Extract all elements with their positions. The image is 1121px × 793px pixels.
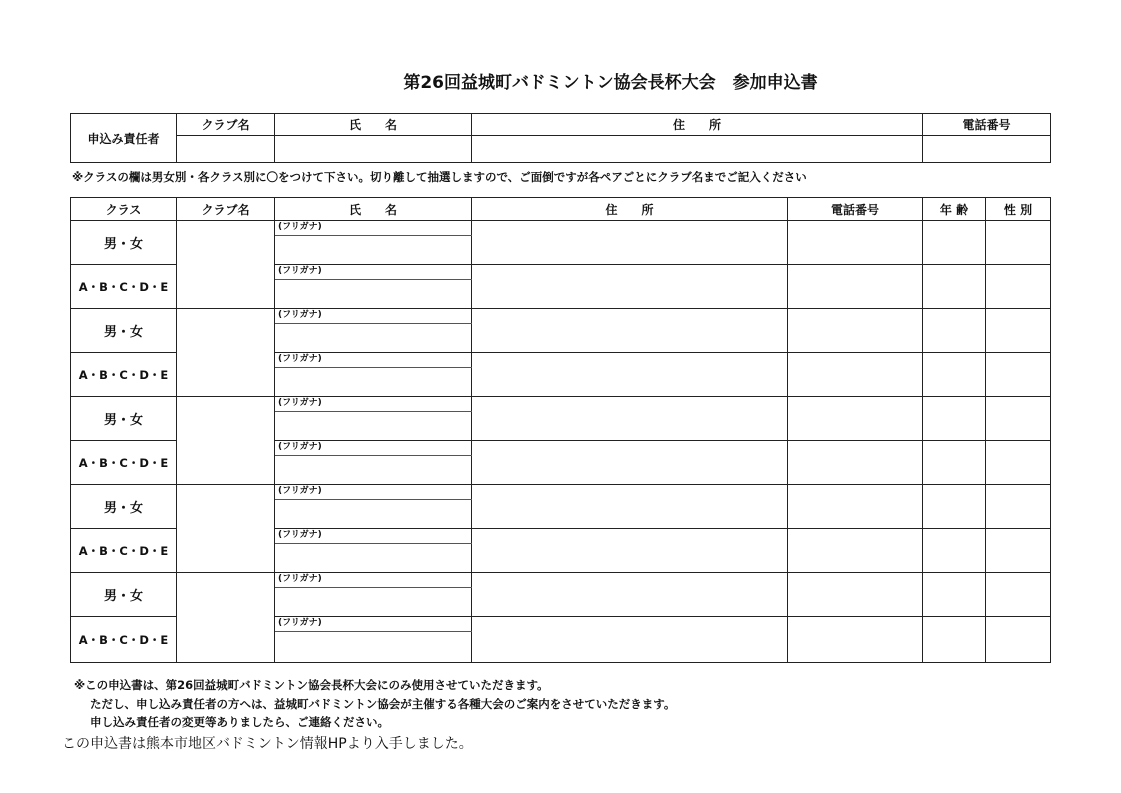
- address-field[interactable]: [472, 617, 788, 663]
- applicant-address-field[interactable]: [472, 136, 923, 163]
- form-title: 第26回益城町バドミントン協会長杯大会 参加申込書: [403, 73, 818, 93]
- sex-field[interactable]: [986, 529, 1051, 573]
- club-field[interactable]: [177, 485, 275, 573]
- club-field[interactable]: [177, 573, 275, 663]
- furigana-field[interactable]: (フリガナ): [275, 529, 472, 544]
- name-field[interactable]: [275, 324, 472, 353]
- gender-selector[interactable]: 男・女: [71, 309, 177, 353]
- applicant-label: 申込み責任者: [71, 114, 177, 163]
- header-age: 年 齢: [923, 198, 986, 221]
- header-address: 住 所: [472, 198, 788, 221]
- address-field[interactable]: [472, 309, 788, 353]
- age-field[interactable]: [923, 617, 986, 663]
- phone-field[interactable]: [788, 617, 923, 663]
- age-field[interactable]: [923, 441, 986, 485]
- address-field[interactable]: [472, 397, 788, 441]
- header-name: 氏 名: [275, 114, 472, 136]
- phone-field[interactable]: [788, 309, 923, 353]
- header-address: 住 所: [472, 114, 923, 136]
- gender-selector[interactable]: 男・女: [71, 221, 177, 265]
- club-field[interactable]: [177, 309, 275, 397]
- gender-selector[interactable]: 男・女: [71, 573, 177, 617]
- furigana-field[interactable]: (フリガナ): [275, 441, 472, 456]
- class-selector[interactable]: A・B・C・D・E: [71, 441, 177, 485]
- sex-field[interactable]: [986, 485, 1051, 529]
- phone-field[interactable]: [788, 265, 923, 309]
- header-class: クラス: [71, 198, 177, 221]
- note-1: ※この申込書は、第26回益城町バドミントン協会長杯大会にのみ使用させていただきます。: [74, 678, 549, 692]
- furigana-field[interactable]: (フリガナ): [275, 309, 472, 324]
- name-field[interactable]: [275, 456, 472, 485]
- sex-field[interactable]: [986, 309, 1051, 353]
- furigana-field[interactable]: (フリガナ): [275, 221, 472, 236]
- address-field[interactable]: [472, 529, 788, 573]
- furigana-field[interactable]: (フリガナ): [275, 397, 472, 412]
- address-field[interactable]: [472, 265, 788, 309]
- phone-field[interactable]: [788, 573, 923, 617]
- age-field[interactable]: [923, 353, 986, 397]
- age-field[interactable]: [923, 529, 986, 573]
- name-field[interactable]: [275, 544, 472, 573]
- name-field[interactable]: [275, 412, 472, 441]
- header-phone: 電話番号: [923, 114, 1051, 136]
- applicant-phone-field[interactable]: [923, 136, 1051, 163]
- sex-field[interactable]: [986, 353, 1051, 397]
- address-field[interactable]: [472, 573, 788, 617]
- name-field[interactable]: [275, 588, 472, 617]
- club-field[interactable]: [177, 221, 275, 309]
- furigana-field[interactable]: (フリガナ): [275, 485, 472, 500]
- furigana-field[interactable]: (フリガナ): [275, 573, 472, 588]
- entry-row: [71, 485, 1051, 500]
- sex-field[interactable]: [986, 617, 1051, 663]
- phone-field[interactable]: [788, 529, 923, 573]
- header-phone: 電話番号: [788, 198, 923, 221]
- entry-row: [71, 397, 1051, 412]
- phone-field[interactable]: [788, 485, 923, 529]
- name-field[interactable]: [275, 280, 472, 309]
- entry-row: [71, 573, 1051, 588]
- age-field[interactable]: [923, 309, 986, 353]
- source-note: この申込書は熊本市地区バドミントン情報HPより入手しました。: [62, 736, 473, 752]
- age-field[interactable]: [923, 265, 986, 309]
- age-field[interactable]: [923, 485, 986, 529]
- phone-field[interactable]: [788, 221, 923, 265]
- furigana-field[interactable]: (フリガナ): [275, 265, 472, 280]
- sex-field[interactable]: [986, 573, 1051, 617]
- applicant-table: [70, 113, 1051, 163]
- address-field[interactable]: [472, 441, 788, 485]
- age-field[interactable]: [923, 573, 986, 617]
- name-field[interactable]: [275, 500, 472, 529]
- name-field[interactable]: [275, 236, 472, 265]
- address-field[interactable]: [472, 485, 788, 529]
- header-name: 氏 名: [275, 198, 472, 221]
- class-selector[interactable]: A・B・C・D・E: [71, 617, 177, 663]
- phone-field[interactable]: [788, 441, 923, 485]
- header-sex: 性 別: [986, 198, 1051, 221]
- applicant-name-field[interactable]: [275, 136, 472, 163]
- class-selector[interactable]: A・B・C・D・E: [71, 265, 177, 309]
- class-selector[interactable]: A・B・C・D・E: [71, 353, 177, 397]
- address-field[interactable]: [472, 221, 788, 265]
- header-club: クラブ名: [177, 114, 275, 136]
- furigana-field[interactable]: (フリガナ): [275, 617, 472, 632]
- header-club: クラブ名: [177, 198, 275, 221]
- entry-row: [71, 221, 1051, 236]
- phone-field[interactable]: [788, 397, 923, 441]
- sex-field[interactable]: [986, 441, 1051, 485]
- class-selector[interactable]: A・B・C・D・E: [71, 529, 177, 573]
- sex-field[interactable]: [986, 265, 1051, 309]
- applicant-club-field[interactable]: [177, 136, 275, 163]
- gender-selector[interactable]: 男・女: [71, 485, 177, 529]
- name-field[interactable]: [275, 368, 472, 397]
- note-2: ただし、申し込み責任者の方へは、益城町バドミントン協会が主催する各種大会のご案内をさせていただきます。: [90, 697, 676, 711]
- gender-selector[interactable]: 男・女: [71, 397, 177, 441]
- instruction-text: ※クラスの欄は男女別・各クラス別に〇をつけて下さい。切り離して抽選しますので、ご面倒ですが各ペアごとにクラブ名までご記入ください: [72, 170, 807, 184]
- note-3: 申し込み責任者の変更等ありましたら、ご連絡ください。: [90, 715, 389, 729]
- address-field[interactable]: [472, 353, 788, 397]
- club-field[interactable]: [177, 397, 275, 485]
- sex-field[interactable]: [986, 397, 1051, 441]
- phone-field[interactable]: [788, 353, 923, 397]
- entry-row: [71, 309, 1051, 324]
- furigana-field[interactable]: (フリガナ): [275, 353, 472, 368]
- sex-field[interactable]: [986, 221, 1051, 265]
- age-field[interactable]: [923, 397, 986, 441]
- age-field[interactable]: [923, 221, 986, 265]
- entry-table: [70, 197, 1051, 663]
- name-field[interactable]: [275, 632, 472, 663]
